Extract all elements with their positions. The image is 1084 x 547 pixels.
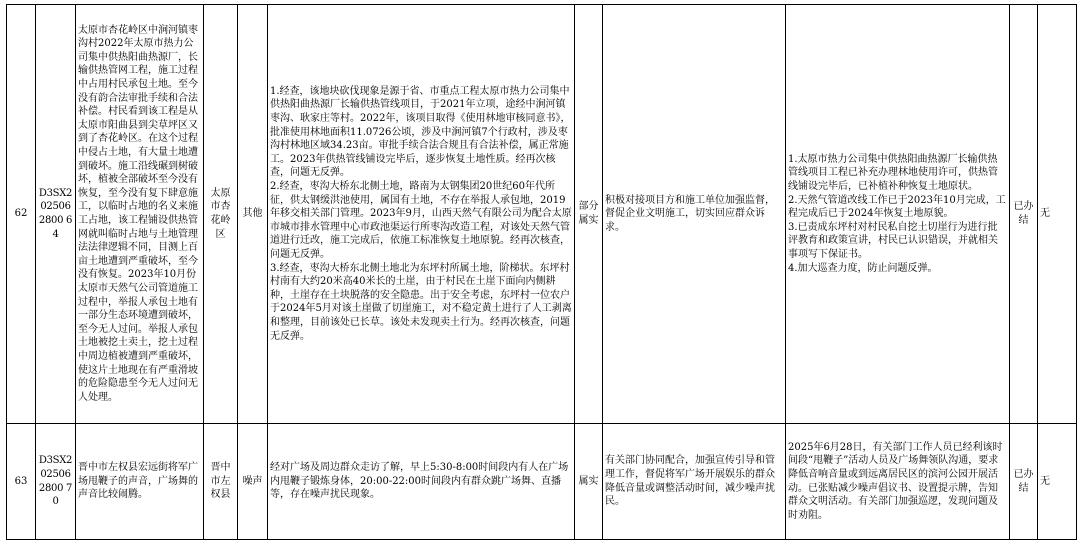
- verdict: 属实: [575, 424, 603, 540]
- measure-item: 3.已责成东坪村对村民私自挖土切崖行为进行批评教育和政策宣讲，村民已认识错误，并就相关事项写下保证书。: [788, 221, 998, 260]
- verdict: 部分属实: [575, 5, 603, 424]
- district: 太原市杏花岭区: [204, 5, 238, 424]
- table-row: [7, 424, 1077, 540]
- status: 已办结: [1010, 424, 1038, 540]
- case-code: D3SX2025062800 70: [36, 424, 76, 540]
- investigation-result: [268, 5, 575, 424]
- complaint-description: 太原市杏花岭区中涧河镇枣沟村2022年太原市热力公司集中供热阳曲热源厂，长输供热管网工程，施工过程中占用村民承包土地。至今没有韵合法审批手续和合法补偿。村民看到该工程是从太原市阳曲县到尖草坪区又到了杏花岭区。在这个过程中侵占土地，有大量土地遭到破坏。施工沿线碾到树破坏，植被全部破坏至今没有恢复，至今没有复下肆意施工，以临时占地的名义来施工占地，该工程铺设供热管网就叫临时占地与土地管理法法律逻辑不同，目测上百亩土地遭到严重破坏，至今没有恢复。2023年10月份太原市天然气公司管道施工过程中，举报人承包土地有一部分生态环境遭到破坏，至今无人过问。举报人承包土地被挖土卖土，挖土过程中周边植被遭到严重破坏，使这片土地现在有严重滑坡的危险隐患至今无人过问无人处理。: [76, 5, 204, 424]
- complaint-description: 晋中市左权县宏远街将军广场甩鞭子的声音，广场舞的声音比较闹腾。: [76, 424, 204, 540]
- district: 晋中市左权县: [204, 424, 238, 540]
- row-number: 63: [7, 424, 36, 540]
- investigation-result: [268, 424, 575, 540]
- rectification-measures: [786, 5, 1010, 424]
- table-row: [7, 5, 1077, 424]
- category: 噪声: [238, 424, 268, 540]
- category: 其他: [238, 5, 268, 424]
- investigation-paragraph: 经对广场及周边群众走访了解，早上5:30-8:00时间段内有人在广场内甩鞭子锻炼身体，20:00-22:00时间段内有群众跳广场舞、直播等，存在噪声扰民现象。: [270, 462, 569, 501]
- status: 已办结: [1010, 5, 1038, 424]
- rectification-measures: [786, 424, 1010, 540]
- row-number: 62: [7, 5, 36, 424]
- investigation-paragraph: 3.经查，枣沟大桥东北侧土地北为东坪村所属土地，阶梯状。东坪村村南有大约20米高40米长的土崖，由于村民在土崖下面向内侧耕种，土崖存在土块脱落的安全隐患。出于安全考虑，东坪村一位农户于2024年5月对该土崖做了切崖施工，对不稳定黄土进行了人工剥离和整理，目前该处已长草。该处未发现卖土行为。经再次核查，问题无反弹。: [270, 262, 572, 342]
- accountability: 无: [1038, 424, 1077, 540]
- case-code: D3SX2025062800 64: [36, 5, 76, 424]
- accountability: 无: [1038, 5, 1077, 424]
- investigation-paragraph: 2.经查，枣沟大桥东北侧土地，路南为太钢集团20世纪60年代所征，供太钢缓洪池使用，属国有土地，不存在举报人承包地，2019年移交相关部门管理。2023年9月，山西天然气有限公司为配合太原市城市排水管理中心市政池渠运行所枣沟改造工程，对该处天然气管道进行迁改，施工完成后，依施工标准恢复土地原貌。经再次核查，问题无反弹。: [270, 181, 572, 260]
- measure-item: 1.太原市热力公司集中供热阳曲热源厂长输供热管线项目工程已补充办理林地使用许可，供热管线铺设完毕后，已补植补种恢复土地原状。: [788, 153, 998, 193]
- handling-requirement: 有关部门协同配合，加强宣传引导和管理工作，督促将军广场开展娱乐的群众降低音量或调整活动时间，减少噪声扰民。: [603, 424, 786, 540]
- measure-item: 2025年6月28日，有关部门工作人员已经利该时间段“甩鞭子”活动人员及广场舞领队沟通，要求降低音响音量或到远离居民区的滨河公园开展活动。已张贴减少噪声倡议书、设置提示牌，告知群众文明活动。有关部门加强巡逻，发现问题及时劝阻。: [788, 441, 1003, 521]
- complaint-table: [6, 4, 1077, 540]
- handling-requirement: 积极对接项目方和施工单位加强监督，督促企业文明施工，切实回应群众诉求。: [603, 5, 786, 424]
- measure-item: 4.加大巡查力度，防止问题反弹。: [788, 262, 938, 274]
- investigation-paragraph: 1.经查，该地块砍伐现象是源于省、市重点工程太原市热力公司集中供热阳曲热源厂长输供热管线项目，于2021年立项，途经中涧河镇枣沟、耿家庄等村。2022年，该项目取得《使用林地审核同意书》，批准使用林地面积11.0726公顷，涉及中涧河镇7个行政村，涉及枣沟村林地区域34.23亩。审批手续合法合规且有合法补偿，属正常施工。2023年供热管线铺设完毕后，逐步恢复土地性质。经再次核查，问题无反弹。: [270, 85, 571, 179]
- measure-item: 2.天然气管道改线工作已于2023年10月完成，工程完成后已于2024年恢复土地原貌。: [788, 194, 1006, 220]
